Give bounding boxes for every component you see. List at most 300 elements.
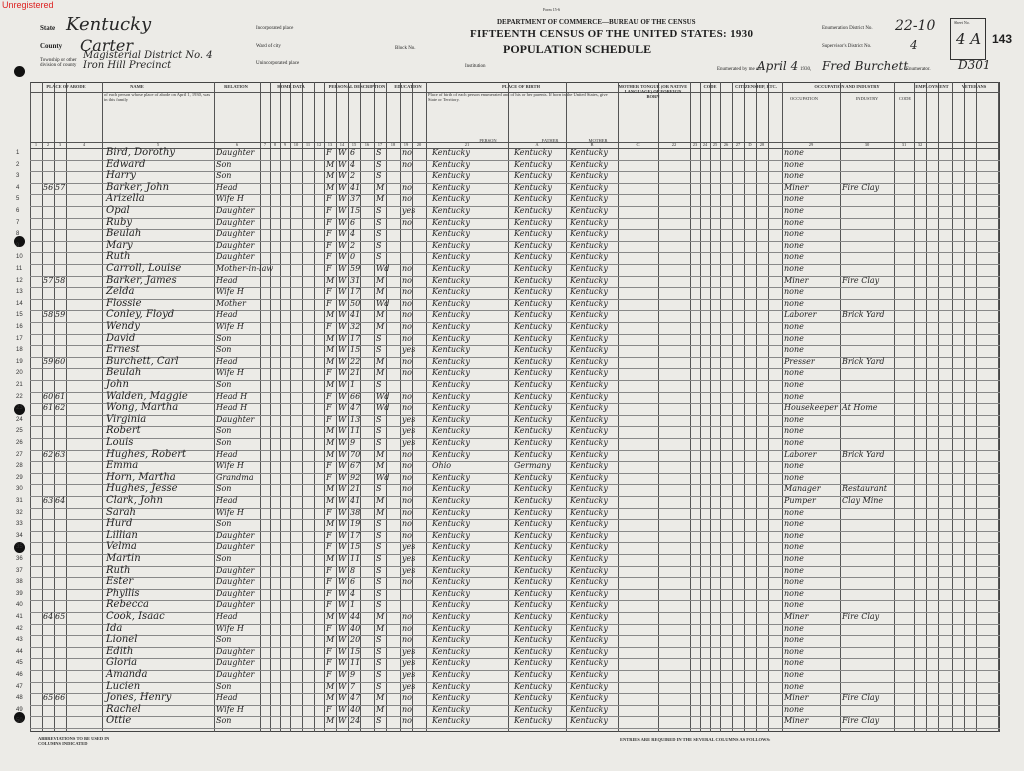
cell-race: W [338,496,347,505]
cell-family: 65 [55,612,66,621]
cell-race: W [338,426,347,436]
cell-relation: Daughter [216,206,255,215]
column-number: 8 [273,142,277,147]
column-number: 7 [263,142,267,147]
cell-relation: Daughter [216,252,255,262]
cell-dwelling: 60 [43,391,54,401]
institution-label: Institution [465,64,486,69]
column-number: 31 [901,142,907,147]
cell-family: 57 [55,182,66,192]
cell-relation: Son [216,554,232,563]
table-row [16,715,998,728]
cell-school: yes [402,542,416,552]
cell-birth: Kentucky [432,426,470,436]
cell-marital: S [376,484,382,494]
cell-age: 15 [350,206,361,215]
cell-father: Kentucky [514,704,552,714]
cell-occupation: none [784,623,804,633]
cell-father: Kentucky [514,148,552,157]
cell-relation: Mother-in-law [216,264,274,273]
cell-name: Lucien [106,680,141,692]
cell-sex: F [326,322,332,331]
cell-school: no [402,507,412,517]
cell-mother: Kentucky [570,519,608,529]
cell-line: 11 [16,266,23,272]
cell-birth: Kentucky [432,194,470,204]
cell-mother: Kentucky [570,206,608,215]
cell-birth: Kentucky [432,681,470,691]
cell-mother: Kentucky [570,240,608,250]
cell-sex: F [326,530,332,540]
cell-occupation: none [784,206,804,215]
cell-family: 63 [55,449,66,459]
watermark: Unregistered [2,0,54,10]
cell-line: 25 [16,428,23,435]
cell-relation: Wife H [216,194,244,204]
cell-occupation: none [784,264,804,273]
column-number: 15 [351,142,357,147]
cell-race: W [338,275,347,285]
cell-race: W [338,681,347,691]
cell-line: 43 [16,637,23,644]
cell-line: 9 [16,242,20,249]
cell-mother: Kentucky [570,217,608,227]
township-value-2: Iron Hill Precinct [83,60,172,71]
column-number: 22 [671,142,677,147]
cell-industry: Clay Mine [842,496,884,505]
col-industry: INDUSTRY [855,96,879,101]
cell-occupation: Miner [784,716,809,726]
column-number: B [590,142,594,147]
cell-father: Kentucky [514,670,552,679]
cell-name: Bird, Dorothy [106,147,176,158]
cell-line: 6 [16,208,20,214]
supervisor-district-label: Supervisor's District No. [822,44,872,49]
cell-father: Kentucky [514,588,552,598]
cell-age: 70 [350,449,361,459]
cell-age: 20 [350,635,361,645]
column-number: 32 [917,142,923,147]
cell-name: Lillian [106,529,138,541]
cell-family: 61 [55,391,66,401]
cell-relation: Daughter [216,670,255,679]
section-education: EDUCATION [394,84,422,89]
cell-mother: Kentucky [570,588,608,598]
cell-race: W [338,588,347,598]
cell-birth: Ohio [432,461,452,471]
cell-father: Kentucky [514,368,552,378]
cell-occupation: none [784,391,804,401]
cell-school: no [402,333,412,343]
cell-marital: S [376,217,382,227]
cell-relation: Daughter [216,217,255,227]
cell-father: Kentucky [514,414,552,424]
cell-age: 6 [350,148,356,157]
cell-birth: Kentucky [432,600,470,610]
cell-name: Ida [106,622,123,634]
cell-occupation: none [784,252,804,262]
cell-family: 60 [55,356,66,366]
cell-line: 36 [16,556,23,562]
cell-name: Edith [106,645,134,657]
section-relation: RELATION [224,84,248,89]
cell-occupation: none [784,287,804,297]
cell-race: W [338,380,347,389]
cell-race: W [338,403,347,413]
cell-father: Kentucky [514,530,552,540]
cell-age: 9 [350,670,356,679]
cell-age: 41 [350,496,361,505]
cell-relation: Daughter [216,577,255,587]
cell-name: Opal [106,205,130,216]
cell-marital: M [376,612,385,621]
cell-relation: Head [216,612,238,621]
cell-birth: Kentucky [432,345,470,355]
cell-age: 22 [350,356,361,366]
cell-marital: S [376,240,382,250]
cell-school: no [402,148,412,157]
cell-mother: Kentucky [570,681,608,691]
column-number: D [748,142,752,147]
cell-birth: Kentucky [432,588,470,598]
cell-line: 24 [16,416,23,423]
cell-father: Kentucky [514,681,552,691]
cell-school: yes [402,438,416,447]
column-number: 26 [723,142,729,147]
cell-age: 92 [350,472,361,482]
cell-mother: Kentucky [570,333,608,343]
col-mother: MOTHER [588,138,608,143]
cell-relation: Son [216,426,232,436]
section-occupation: OCCUPATION AND INDUSTRY [814,84,880,89]
name-instructions: of each person whose place of abode on April 1, 1930, was in this family [104,92,211,102]
cell-race: W [338,704,347,714]
cell-birth: Kentucky [432,240,470,250]
column-number: A [535,142,539,147]
cell-relation: Head H [216,391,248,401]
cell-occupation: Miner [784,275,809,285]
cell-occupation: none [784,345,804,355]
enumeration-district-label: Enumeration District No. [822,26,873,31]
cell-school: yes [402,670,416,679]
cell-marital: S [376,252,382,262]
cell-occupation: Laborer [784,310,817,320]
cell-line: 40 [16,602,23,609]
cell-relation: Head [216,693,238,703]
section-name: NAME [130,84,144,89]
cell-name: Wong, Martha [106,402,179,414]
cell-sex: F [326,658,332,668]
cell-age: 41 [350,310,361,320]
cell-father: Kentucky [514,623,552,633]
cell-name: Velma [106,541,137,553]
unincorporated-label: Unincorporated place [256,61,300,66]
cell-sex: F [326,298,332,308]
department-title: DEPARTMENT OF COMMERCE—BUREAU OF THE CENSUS [497,18,696,26]
cell-occupation: Miner [784,182,809,192]
cell-marital: M [376,194,385,204]
cell-birth: Kentucky [432,519,470,529]
cell-sex: F [326,646,332,656]
cell-birth: Kentucky [432,148,470,157]
cell-relation: Son [216,333,232,343]
cell-marital: S [376,670,382,679]
cell-school: no [402,322,412,331]
block-label: Block No. [395,46,416,51]
cell-age: 11 [350,426,361,436]
cell-school: yes [402,646,416,656]
cell-birth: Kentucky [432,403,470,413]
cell-father: Kentucky [514,391,552,401]
column-number: 18 [390,142,396,147]
column-number: C [636,142,640,147]
cell-occupation: none [784,646,804,656]
cell-line: 26 [16,440,23,446]
cell-line: 47 [16,683,23,690]
cell-sex: F [326,252,332,262]
cell-line: 30 [16,486,23,493]
cell-name: Ruby [106,216,133,228]
cell-father: Kentucky [514,380,552,389]
cell-sex: F [326,414,332,424]
cell-relation: Son [216,438,232,447]
cell-school: no [402,612,412,621]
cell-race: W [338,565,347,575]
cell-school: yes [402,206,416,215]
column-number: 11 [305,142,311,147]
county-value: Carter [80,36,133,55]
cell-school: no [402,519,412,529]
cell-birth: Kentucky [432,368,470,378]
cell-father: Kentucky [514,635,552,645]
section-citizenship: CITIZENSHIP, ETC. [735,84,777,89]
cell-father: Kentucky [514,403,552,413]
row-rule [30,728,1000,729]
cell-sex: M [326,496,335,505]
cell-line: 20 [16,370,23,377]
cell-line: 48 [16,695,23,702]
cell-sex: F [326,403,332,413]
cell-school: no [402,264,412,273]
cell-line: 21 [16,382,23,388]
cell-relation: Head [216,275,238,285]
cell-occupation: none [784,600,804,610]
cell-sex: F [326,217,332,227]
cell-name: Carroll, Louise [106,263,182,274]
cell-line: 19 [16,358,23,365]
cell-relation: Wife H [216,461,244,471]
cell-relation: Son [216,345,232,355]
cell-school: no [402,217,412,227]
cell-marital: S [376,426,382,436]
cell-school: no [402,403,412,413]
cell-race: W [338,414,347,424]
cell-father: Kentucky [514,287,552,297]
cell-father: Kentucky [514,693,552,703]
cell-age: 11 [350,658,361,668]
cell-race: W [338,322,347,331]
cell-relation: Daughter [216,530,255,540]
cell-sex: M [326,171,335,181]
cell-sex: F [326,670,332,679]
cell-school: no [402,391,412,401]
cell-race: W [338,229,347,239]
cell-mother: Kentucky [570,612,608,621]
cell-marital: M [376,449,385,459]
cell-line: 3 [16,173,20,180]
column-number: 24 [702,142,708,147]
cell-father: Kentucky [514,322,552,331]
cell-line: 46 [16,672,23,678]
cell-occupation: none [784,472,804,482]
cell-relation: Wife H [216,704,244,714]
cell-birth: Kentucky [432,229,470,239]
cell-birth: Kentucky [432,646,470,656]
cell-father: Kentucky [514,159,552,169]
cell-school: yes [402,554,416,563]
column-number: 28 [759,142,765,147]
cell-line: 44 [16,648,23,655]
state-value: Kentucky [66,14,152,35]
cell-name: Rebecca [106,599,149,611]
cell-father: Kentucky [514,658,552,668]
cell-name: Walden, Maggie [106,390,188,402]
cell-birth: Kentucky [432,716,470,726]
cell-marital: Wd [376,391,390,401]
cell-age: 13 [350,414,361,424]
cell-birth: Kentucky [432,530,470,540]
cell-birth: Kentucky [432,507,470,517]
cell-occupation: none [784,333,804,343]
cell-race: W [338,159,347,169]
cell-occupation: none [784,322,804,331]
cell-school: no [402,368,412,378]
cell-mother: Kentucky [570,194,608,204]
cell-mother: Kentucky [570,646,608,656]
cell-mother: Kentucky [570,507,608,517]
cell-mother: Kentucky [570,438,608,447]
cell-line: 14 [16,300,23,307]
cell-marital: S [376,530,382,540]
cell-relation: Daughter [216,658,255,668]
township-label: Township or other division of county [40,58,77,68]
cell-birth: Kentucky [432,380,470,389]
ward-label: Ward of city [256,44,281,49]
cell-line: 8 [16,231,20,238]
cell-name: Jones, Henry [106,692,172,704]
cell-mother: Kentucky [570,554,608,563]
state-label: State [40,24,56,32]
cell-age: 0 [350,252,356,262]
cell-sex: F [326,264,332,273]
column-number: 10 [293,142,299,147]
column-number: 4 [82,142,86,147]
cell-family: 64 [55,496,66,505]
form-number: Form 15-6 [543,7,560,12]
cell-father: Kentucky [514,298,552,308]
cell-relation: Daughter [216,565,255,575]
cell-age: 7 [350,681,356,691]
cell-school: no [402,472,412,482]
cell-marital: S [376,646,382,656]
cell-line: 34 [16,532,23,539]
cell-family: 66 [55,693,66,703]
cell-race: W [338,530,347,540]
cell-occupation: none [784,530,804,540]
cell-industry: Brick Yard [842,449,885,459]
cell-sex: F [326,600,332,610]
col-person: PERSON [479,138,497,143]
cell-mother: Kentucky [570,623,608,633]
cell-sex: F [326,240,332,250]
cell-marital: S [376,565,382,575]
cell-mother: Kentucky [570,461,608,471]
cell-line: 17 [16,335,23,342]
cell-sex: F [326,391,332,401]
cell-line: 41 [16,614,23,620]
cell-age: 17 [350,530,361,540]
cell-industry: Fire Clay [842,693,880,703]
cell-occupation: Laborer [784,449,817,459]
cell-sex: M [326,449,335,459]
cell-school: no [402,693,412,703]
cell-mother: Kentucky [570,229,608,239]
cell-age: 15 [350,646,361,656]
cell-birth: Kentucky [432,554,470,563]
cell-birth: Kentucky [432,670,470,679]
cell-marital: M [376,507,385,517]
enumerator-code: D301 [958,58,991,72]
cell-age: 50 [350,298,361,308]
cell-sex: F [326,565,332,575]
cell-line: 27 [16,451,23,458]
cell-marital: S [376,438,382,447]
cell-father: Kentucky [514,646,552,656]
cell-industry: Fire Clay [842,716,880,726]
cell-relation: Head H [216,403,248,413]
cell-sex: F [326,461,332,471]
cell-line: 38 [16,579,23,586]
cell-marital: S [376,345,382,355]
cell-mother: Kentucky [570,252,608,262]
cell-birth: Kentucky [432,414,470,424]
cell-name: Zelda [106,286,135,298]
cell-dwelling: 63 [43,496,54,505]
cell-mother: Kentucky [570,542,608,552]
cell-father: Kentucky [514,240,552,250]
cell-sex: F [326,229,332,239]
cell-occupation: none [784,681,804,691]
cell-father: Kentucky [514,252,552,262]
cell-name: Cook, Isaac [106,611,165,622]
county-label: County [40,42,63,50]
cell-marital: Wd [376,298,390,308]
cell-age: 40 [350,623,361,633]
cell-marital: M [376,461,385,471]
cell-occupation: none [784,670,804,679]
cell-birth: Kentucky [432,496,470,505]
cell-name: Harry [106,170,136,182]
cell-name: Conley, Floyd [106,309,175,321]
cell-race: W [338,148,347,157]
cell-school: no [402,635,412,645]
cell-birth: Kentucky [432,635,470,645]
sheet-no-label: Sheet No. [954,20,970,25]
column-number: 29 [808,142,814,147]
cell-father: Kentucky [514,612,552,621]
cell-marital: S [376,414,382,424]
cell-occupation: none [784,461,804,471]
